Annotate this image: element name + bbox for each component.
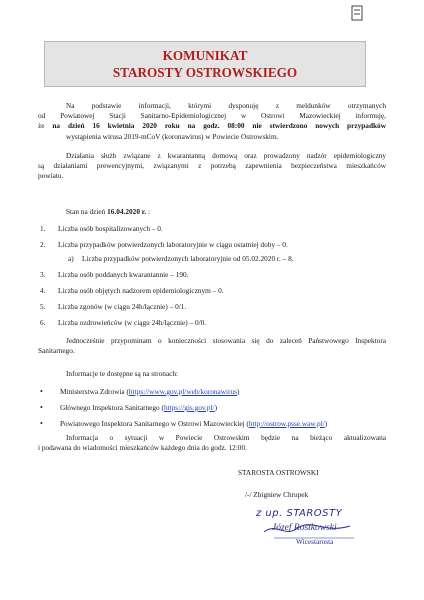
signature-title: STAROSTA OSTROWSKI — [238, 468, 319, 477]
stamp-line-2: Józef Rostkowski — [272, 523, 337, 533]
link-ministry-of-health[interactable]: https://www.gov.pl/web/koronawirus — [128, 387, 237, 396]
link-district-sanitary-inspector[interactable]: http://ostrow.psse.waw.pl/ — [248, 419, 325, 428]
list-item: a) Liczba przypadków potwierdzonych laboratoryjnie od 05.02.2020 r. – 8. — [68, 254, 294, 263]
header-title: KOMUNIKAT — [162, 48, 248, 63]
stamp-line-3: Wicestarosta — [296, 537, 334, 546]
stamp-line-1: z up. STAROSTY — [256, 508, 343, 519]
list-item: 3. Liczba osób poddanych kwarantannie – 190. — [40, 270, 189, 279]
list-item: • Powiatowego Inspektora Sanitarnego w Ostrowi Mazowieckiej (http://ostrow.psse.waw.pl/) — [40, 419, 328, 428]
list-item: 6. Liczba ozdrowieńców (w ciągu 24h/łącznie) – 0/0. — [40, 318, 207, 327]
paragraph-reminder: Jednocześnie przypominam o konieczności stosowania się do zaleceń Państwowego Inspektora Sanitarnego. — [38, 336, 386, 356]
paragraph-intro: Na podstawie informacji, którymi dysponuję z meldunków otrzymanych od Powiatowej Stacji Sanitarno-Epidemiologicznej w Ostrowi Mazowieckiej informuję, że na dzień 16 kwietnia 2020 roku na godz. 08:00 nie stwierdzono nowych przypadków wystąpienia wirusa 2019-mCoV (koronawirus) w Powiecie Ostrowskim. — [38, 101, 386, 141]
info-sources-heading: Informacje te dostępne są na stronach: — [66, 369, 179, 378]
list-item: 5. Liczba zgonów (w ciągu 24h/łącznie) – 0/1. — [40, 302, 187, 311]
list-item: 1. Liczba osób hospitalizowanych – 0. — [40, 224, 163, 233]
list-item: • Ministerstwa Zdrowia (https://www.gov.pl/web/koronawirus) — [40, 387, 240, 396]
bullet-icon: • — [40, 403, 43, 412]
paragraph-updates: Informacja o sytuacji w Powiecie Ostrowskim będzie na bieżąco aktualizowana i podawana do wiadomości mieszkańców każdego dnia do godz. 12:00. — [38, 433, 386, 453]
header-subtitle: STAROSTY OSTROWSKIEGO — [112, 65, 298, 80]
key-statement: na dzień 16 kwietnia 2020 roku na godz. 08:00 nie stwierdzono nowych przypadków — [52, 121, 386, 131]
bullet-icon: • — [40, 387, 43, 396]
paragraph-actions: Działania służb związane z kwarantanną domową oraz prowadzony nadzór epidemiologiczny są działaniami prewencyjnymi, związanymi z potrzebą zapewnienia bezpieczeństwa mieszkańców powiatu. — [38, 151, 386, 181]
signature-name: /-/ Zbigniew Chrupek — [245, 490, 309, 499]
official-stamp — [254, 508, 374, 558]
status-date-line: Stan na dzień 16.04.2020 r. : — [66, 207, 151, 216]
list-item: 4. Liczba osób objętych nadzorem epidemiologicznym – 0. — [40, 286, 224, 295]
announcement-header — [44, 41, 366, 87]
link-chief-sanitary-inspector[interactable]: https://gis.gov.pl/ — [163, 403, 215, 412]
corner-mark-icon — [350, 4, 364, 22]
list-item: 2. Liczba przypadków potwierdzonych laboratoryjnie w ciągu ostatniej doby – 0. — [40, 240, 288, 249]
list-item: • Głównego Inspektora Sanitarnego (https://gis.gov.pl/) — [40, 403, 218, 412]
bullet-icon: • — [40, 419, 43, 428]
